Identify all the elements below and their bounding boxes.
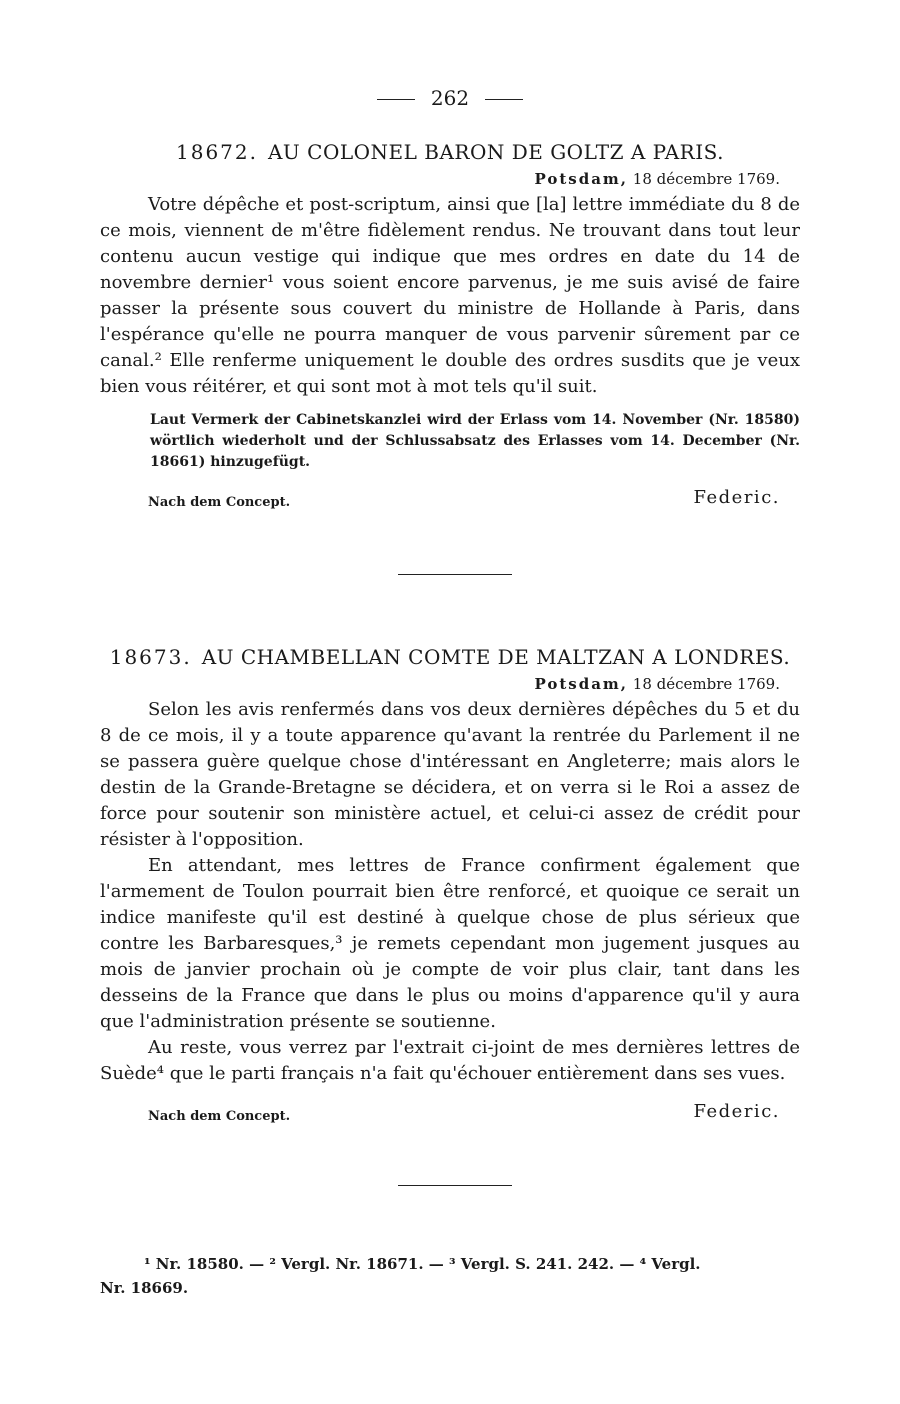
- separator-rule: [398, 574, 512, 575]
- header-dash-left: [377, 99, 415, 100]
- paragraph: Votre dépêche et post-scriptum, ainsi que [la] lettre immédiate du 8 de ce mois, viennent de m'être fidèlement rendus. Ne trouvant dans tout leur contenu aucun vestige qui indique que mes ordres en date du 14 de novembre dernier¹ vous soient encore parvenus, je me suis avisé de faire passer la présente sous couvert du ministre de Hollande à Paris, dans l'espérance qu'elle ne pourra manquer de vous parvenir sûrement par ce canal.² Elle renferme uniquement le double des ordres susdits que je veux bien vous réitérer, et qui sont mot à mot tels qu'il suit.: [100, 194, 800, 397]
- source-note: Nach dem Concept.: [148, 495, 291, 510]
- dateline-place: Potsdam,: [534, 675, 629, 693]
- letter-title: AU COLONEL BARON DE GOLTZ A PARIS.: [267, 140, 724, 164]
- note-text: Laut Vermerk der Cabinetskanzlei wird der Erlass vom 14. November (Nr. 18580) wörtlich wiederholt und der Schlussabsatz des Erlasses vom 14. December (Nr. 18661) hinzugefügt.: [150, 412, 800, 470]
- dateline: [100, 675, 800, 693]
- letter-body: [100, 192, 800, 400]
- dateline-place: Potsdam,: [534, 170, 629, 188]
- signature-row: [100, 487, 800, 517]
- letter-18672: [100, 140, 800, 517]
- signature: Federic.: [693, 1101, 780, 1122]
- signature: Federic.: [693, 487, 780, 508]
- separator-rule: [398, 1185, 512, 1186]
- letter-body: [100, 697, 800, 1087]
- letter-heading: [100, 140, 800, 164]
- page-number: 262: [430, 86, 470, 110]
- dateline-date: 18 décembre 1769.: [632, 675, 780, 693]
- letter-number: 18672.: [176, 140, 258, 164]
- signature-row: [100, 1101, 800, 1131]
- running-header: [0, 86, 900, 110]
- source-note: Nach dem Concept.: [148, 1109, 291, 1124]
- dateline: [100, 170, 800, 188]
- letter-number: 18673.: [109, 645, 192, 669]
- letter-title: AU CHAMBELLAN COMTE DE MALTZAN A LONDRES.: [201, 645, 791, 669]
- letter-18673: [100, 645, 800, 1131]
- header-dash-right: [485, 99, 523, 100]
- paragraph: Selon les avis renfermés dans vos deux dernières dépêches du 5 et du 8 de ce mois, il y a toute apparence qu'avant la rentrée du Parlement il ne se passera guère quelque chose d'intéressant en Angleterre; mais alors le destin de la Grande-Bretagne se décidera, et on verra si le Roi a assez de force pour soutenir son ministère actuel, et celui-ci assez de crédit pour résister à l'opposition.: [100, 699, 800, 850]
- footnote-line: ¹ Nr. 18580. — ² Vergl. Nr. 18671. — ³ Vergl. S. 241. 242. — ⁴ Vergl.: [144, 1255, 701, 1273]
- footnote-line: Nr. 18669.: [100, 1279, 189, 1297]
- letter-heading: [100, 645, 800, 669]
- editorial-note: [100, 410, 800, 473]
- paragraph: Au reste, vous verrez par l'extrait ci-joint de mes dernières lettres de Suède⁴ que le parti français n'a fait qu'échouer entièrement dans ses vues.: [100, 1037, 800, 1084]
- footnotes: [100, 1252, 800, 1300]
- dateline-date: 18 décembre 1769.: [632, 170, 780, 188]
- paragraph: En attendant, mes lettres de France confirment également que l'armement de Toulon pourrait bien être renforcé, et quoique ce serait un indice manifeste qu'il est destiné à quelque chose de plus sérieux que contre les Barbaresques,³ je remets cependant mon jugement jusques au mois de janvier prochain où je compte de voir plus clair, tant dans les desseins de la France que dans le plus ou moins d'apparence qu'il y aura que l'administration présente se soutienne.: [100, 855, 800, 1032]
